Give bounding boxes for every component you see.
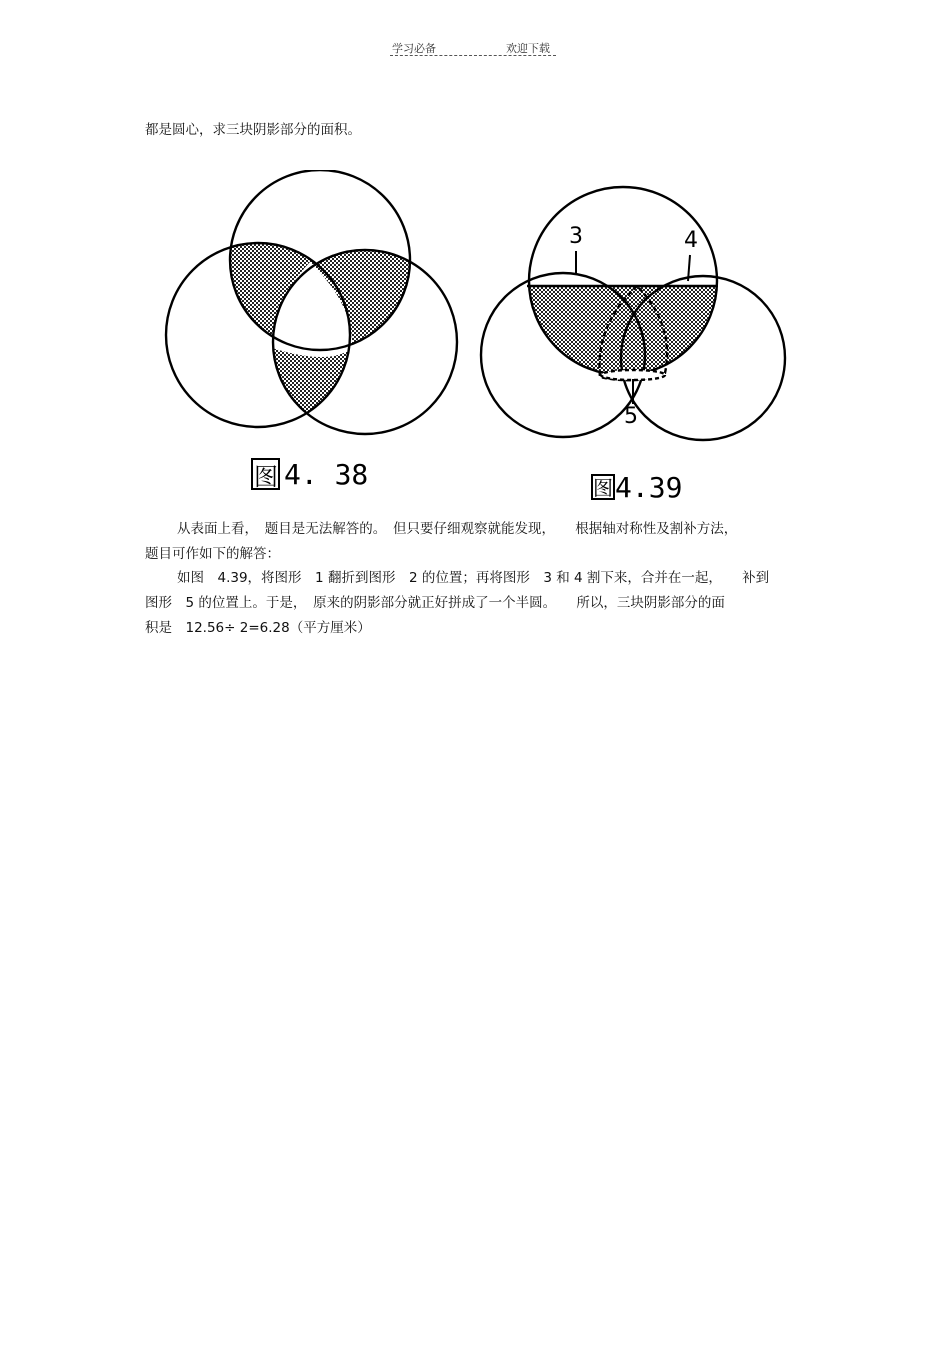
header-rule (390, 55, 556, 56)
paragraph-2-line-3: 积是 12.56÷ 2=6.28（平方厘米） (145, 620, 371, 636)
paragraph-1-line-2: 题目可作如下的解答： (145, 546, 280, 562)
figure-4-39 (475, 185, 795, 509)
page-header (390, 40, 556, 58)
label-4: 4 (684, 228, 698, 253)
figure-4-39-caption: 4.39 (615, 471, 683, 504)
header-right-text: 欢迎下载 (506, 42, 550, 55)
figure-4-38-caption: 4. 38 (284, 458, 369, 491)
label-5: 5 (624, 404, 638, 429)
region-5-ellipse (601, 370, 665, 380)
label-3: 3 (569, 224, 583, 249)
figure-4-38-drawing (160, 170, 480, 500)
caption-box-text: 图 (254, 463, 278, 491)
paragraph-2 (145, 566, 769, 641)
figure-4-39-drawing (475, 185, 795, 505)
paragraph-2-line-2: 图形 5 的位置上。于是， 原来的阴影部分就正好拼成了一个半圆。 所以，三块阴影部分的面 (145, 595, 725, 611)
caption-box-text: 图 (593, 476, 613, 500)
paragraph-1-line-1: 从表面上看， 题目是无法解答的。 但只要仔细观察就能发现， 根据轴对称性及割补方法， (177, 521, 738, 537)
header-left-text: 学习必备 (392, 42, 436, 55)
intro-text: 都是圆心，求三块阴影部分的面积。 (145, 122, 361, 138)
paragraph-2-line-1: 如图 4.39，将图形 1 翻折到图形 2 的位置；再将图形 3 和 4 割下来，合并在一起， 补到 (177, 570, 770, 586)
figure-4-38 (160, 170, 480, 504)
paragraph-1 (145, 517, 737, 567)
